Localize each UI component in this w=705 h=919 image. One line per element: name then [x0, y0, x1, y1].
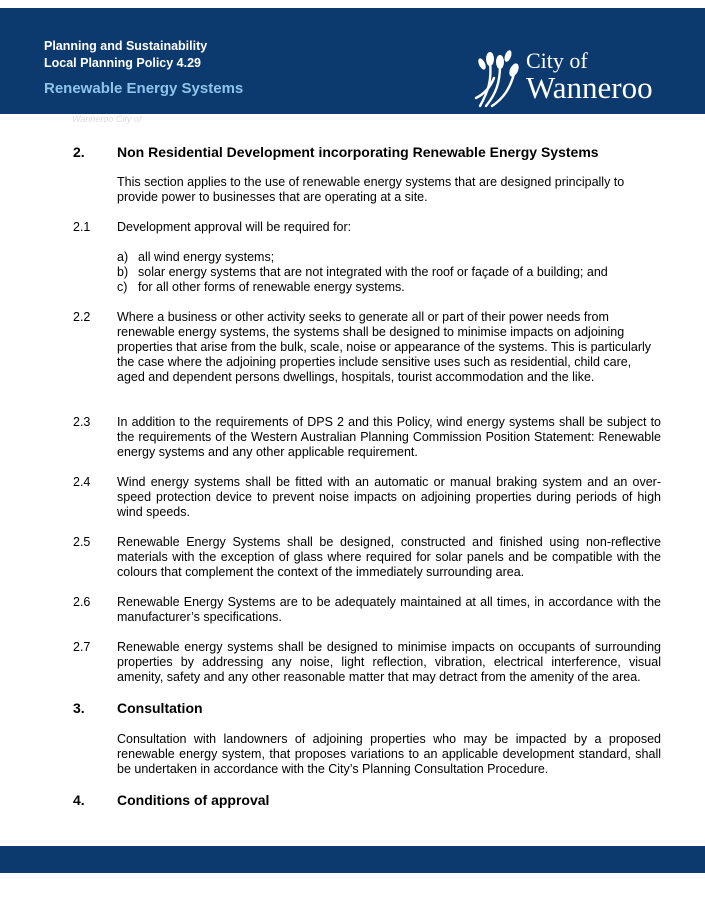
- clause-text: In addition to the requirements of DPS 2 and this Policy, wind energy systems shall be subject to the requirements of the Western Australian Planning Commission Position Statement: Renewable energy systems and any other applicable requirement.: [117, 415, 661, 459]
- section-heading: Conditions of approval: [117, 792, 270, 808]
- list-text: all wind energy systems;: [138, 250, 275, 264]
- clause-number: 2.4: [73, 475, 91, 489]
- footer-band: [0, 846, 705, 873]
- clause-text: Development approval will be required for:: [117, 220, 352, 234]
- list-item: [117, 280, 405, 295]
- section-text: Consultation with landowners of adjoining properties who may be impacted by a proposed renewable energy system, that proposes variations to an applicable development standard, shall be undertaken in accordance with the City’s Planning Consultation Procedure.: [117, 732, 661, 776]
- header-notch: [0, 0, 44, 8]
- kangaroo-paw-icon: [470, 48, 526, 110]
- list-label: b): [117, 265, 129, 279]
- section-heading: Consultation: [117, 700, 203, 716]
- list-text: solar energy systems that are not integrated with the roof or façade of a building; and: [138, 265, 608, 279]
- section-number: 2.: [73, 144, 85, 160]
- clause-number: 2.6: [73, 595, 91, 609]
- list-item: [117, 265, 608, 280]
- watermark-logo: Wanneroo City of: [72, 114, 142, 124]
- clause-text: Where a business or other activity seeks to generate all or part of their power needs from renewable energy systems, the systems shall be designed to minimise impacts on adjoining properties that arise from the bulk, scale, noise or appearance of the systems. This is particularly the case where the adjoining properties include sensitive uses such as residential, child care, aged and dependent persons dwellings, hospitals, tourist accommodation and the like.: [117, 310, 652, 384]
- list-text: for all other forms of renewable energy systems.: [138, 280, 405, 294]
- section-number: 3.: [73, 700, 85, 716]
- section-number: 4.: [73, 792, 85, 808]
- policy-number: Local Planning Policy 4.29: [44, 56, 201, 70]
- clause-number: 2.5: [73, 535, 91, 549]
- list-label: a): [117, 250, 129, 264]
- clause-number: 2.1: [73, 220, 91, 234]
- logo-name-text: Wanneroo: [526, 70, 653, 105]
- policy-subtitle: Renewable Energy Systems: [44, 80, 244, 97]
- clause-number: 2.2: [73, 310, 91, 324]
- list-label: c): [117, 280, 128, 294]
- clause-text: Renewable Energy Systems are to be adequately maintained at all times, in accordance with the manufacturer’s specifications.: [117, 595, 661, 624]
- section-heading: Non Residential Development incorporating Renewable Energy Systems: [117, 144, 599, 160]
- clause-number: 2.3: [73, 415, 91, 429]
- logo-city-text: City of: [526, 48, 588, 73]
- section-intro: This section applies to the use of renewable energy systems that are designed principally to provide power to businesses that are operating at a site.: [117, 175, 625, 204]
- city-logo: [470, 44, 680, 108]
- clause-text: Renewable energy systems shall be designed to minimise impacts on occupants of surrounding properties by addressing any noise, light reflection, vibration, electrical interference, visual amenity, safety and any other reasonable matter that may detract from the amenity of the area.: [117, 640, 661, 684]
- list-item: [117, 250, 274, 265]
- clause-number: 2.7: [73, 640, 91, 654]
- department-title: Planning and Sustainability: [44, 39, 208, 53]
- clause-text: Renewable Energy Systems shall be designed, constructed and finished using non-reflective materials with the exception of glass where required for solar panels and be compatible with the colours that complement the context of the immediately surrounding area.: [117, 535, 661, 579]
- clause-text: Wind energy systems shall be fitted with an automatic or manual braking system and an over-speed protection device to prevent noise impacts on adjoining properties during periods of high wind speeds.: [117, 475, 661, 519]
